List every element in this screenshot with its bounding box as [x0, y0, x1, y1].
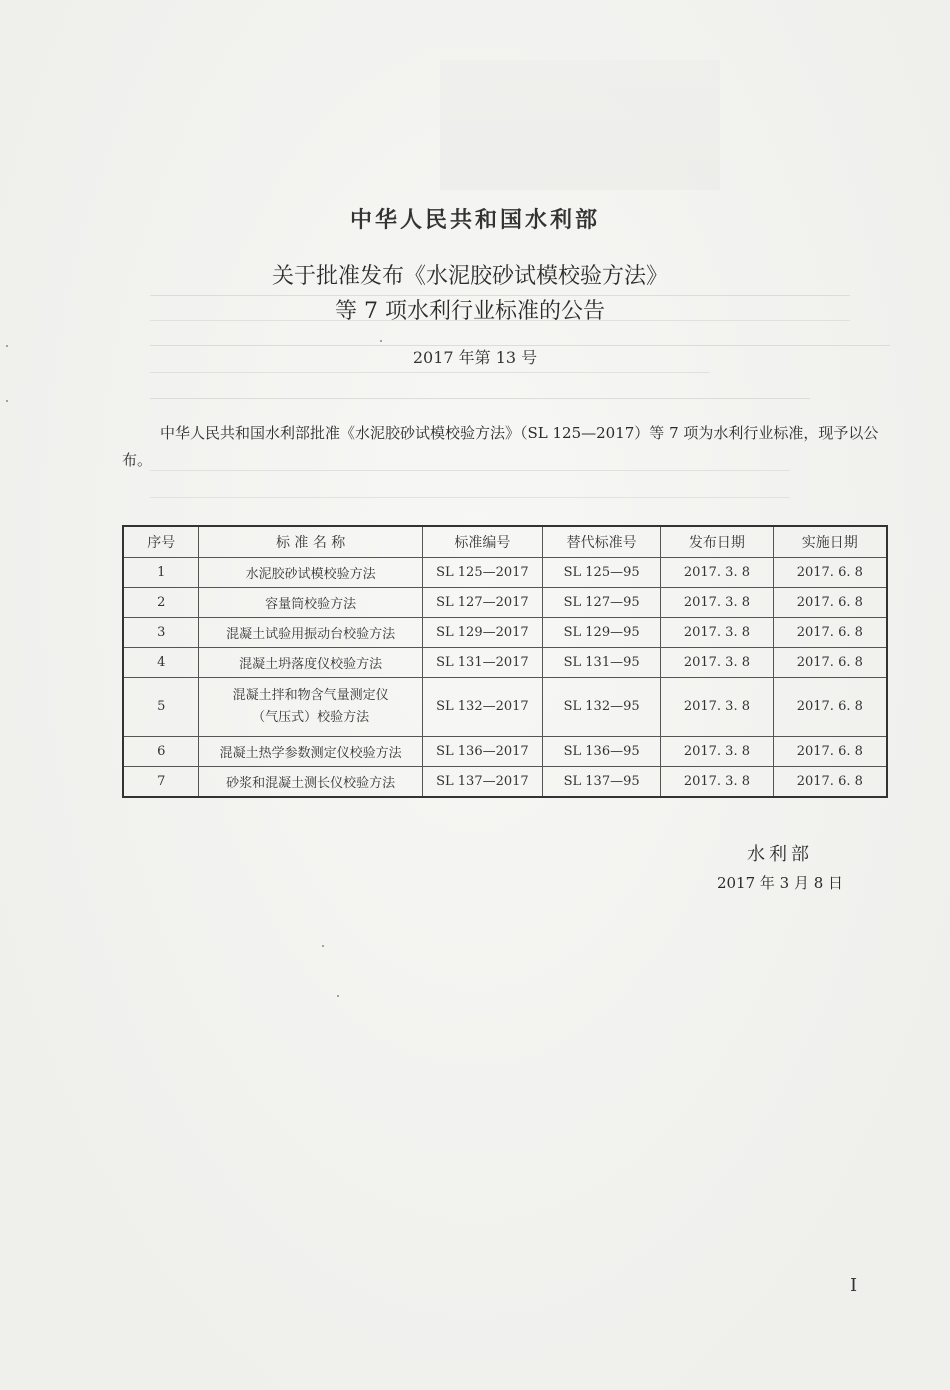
- table-row: [123, 618, 887, 648]
- cell-replaces: SL 137—95: [543, 767, 661, 798]
- cell-no: 4: [123, 648, 199, 678]
- cell-code: SL 131—2017: [422, 648, 542, 678]
- col-header-published: 发布日期: [661, 526, 773, 558]
- cell-published: 2017. 3. 8: [661, 618, 773, 648]
- cell-replaces: SL 127—95: [543, 588, 661, 618]
- cell-no: 6: [123, 737, 199, 767]
- table-row: [123, 588, 887, 618]
- cell-replaces: SL 125—95: [543, 558, 661, 588]
- cell-code: SL 129—2017: [422, 618, 542, 648]
- cell-published: 2017. 3. 8: [661, 588, 773, 618]
- cell-code: SL 132—2017: [422, 678, 542, 737]
- issue-number: 2017 年第 13 号: [412, 348, 538, 367]
- issuing-organization: 中华人民共和国水利部: [349, 207, 600, 233]
- cell-name: 水泥胶砂试模校验方法: [199, 558, 422, 588]
- cell-no: 3: [123, 618, 199, 648]
- cell-effective: 2017. 6. 8: [773, 737, 887, 767]
- announcement-title-line2: 等 7 项水利行业标准的公告: [335, 299, 605, 324]
- cell-no: 7: [123, 767, 199, 798]
- cell-name-line2: （气压式）校验方法: [252, 710, 370, 725]
- table-row: [123, 678, 887, 737]
- cell-code: SL 125—2017: [422, 558, 542, 588]
- cell-published: 2017. 3. 8: [661, 737, 773, 767]
- table-row: [123, 737, 887, 767]
- announcement-paragraph: 中华人民共和国水利部批准《水泥胶砂试模校验方法》（SL 125—2017）等 7 项为水利行业标准，现予以公布。: [122, 424, 879, 469]
- cell-name: 混凝土试验用振动台校验方法: [199, 618, 422, 648]
- table-row: [123, 558, 887, 588]
- cell-no: 1: [123, 558, 199, 588]
- cell-replaces: SL 132—95: [543, 678, 661, 737]
- cell-code: SL 127—2017: [422, 588, 542, 618]
- cell-effective: 2017. 6. 8: [773, 678, 887, 737]
- cell-effective: 2017. 6. 8: [773, 618, 887, 648]
- col-header-effective: 实施日期: [773, 526, 887, 558]
- cell-no: 2: [123, 588, 199, 618]
- col-header-name: 标 准 名 称: [199, 526, 422, 558]
- cell-name: 容量筒校验方法: [199, 588, 422, 618]
- cell-code: SL 136—2017: [422, 737, 542, 767]
- cell-effective: 2017. 6. 8: [773, 767, 887, 798]
- announcement-title-line1: 关于批准发布《水泥胶砂试模校验方法》: [271, 264, 668, 289]
- cell-code: SL 137—2017: [422, 767, 542, 798]
- cell-published: 2017. 3. 8: [661, 767, 773, 798]
- signature-date: 2017 年 3 月 8 日: [716, 874, 844, 892]
- cell-effective: 2017. 6. 8: [773, 588, 887, 618]
- cell-name: 混凝土热学参数测定仪校验方法: [199, 737, 422, 767]
- standards-table: [122, 525, 888, 798]
- cell-name-line1: 混凝土拌和物含气量测定仪: [232, 688, 389, 703]
- cell-published: 2017. 3. 8: [661, 678, 773, 737]
- page-number: I: [850, 1275, 858, 1296]
- cell-no: 5: [123, 678, 199, 737]
- cell-published: 2017. 3. 8: [661, 648, 773, 678]
- cell-published: 2017. 3. 8: [661, 558, 773, 588]
- cell-name: 砂浆和混凝土测长仪校验方法: [199, 767, 422, 798]
- table-row: [123, 767, 887, 798]
- cell-replaces: SL 129—95: [543, 618, 661, 648]
- col-header-replaces: 替代标准号: [543, 526, 661, 558]
- cell-effective: 2017. 6. 8: [773, 648, 887, 678]
- cell-name: 混凝土坍落度仪校验方法: [199, 648, 422, 678]
- cell-effective: 2017. 6. 8: [773, 558, 887, 588]
- col-header-no: 序号: [123, 526, 199, 558]
- cell-replaces: SL 131—95: [543, 648, 661, 678]
- table-header-row: [123, 526, 887, 558]
- table-row: [123, 648, 887, 678]
- col-header-code: 标准编号: [422, 526, 542, 558]
- signature-organization: 水利部: [747, 844, 813, 865]
- cell-name: [199, 678, 422, 737]
- cell-replaces: SL 136—95: [543, 737, 661, 767]
